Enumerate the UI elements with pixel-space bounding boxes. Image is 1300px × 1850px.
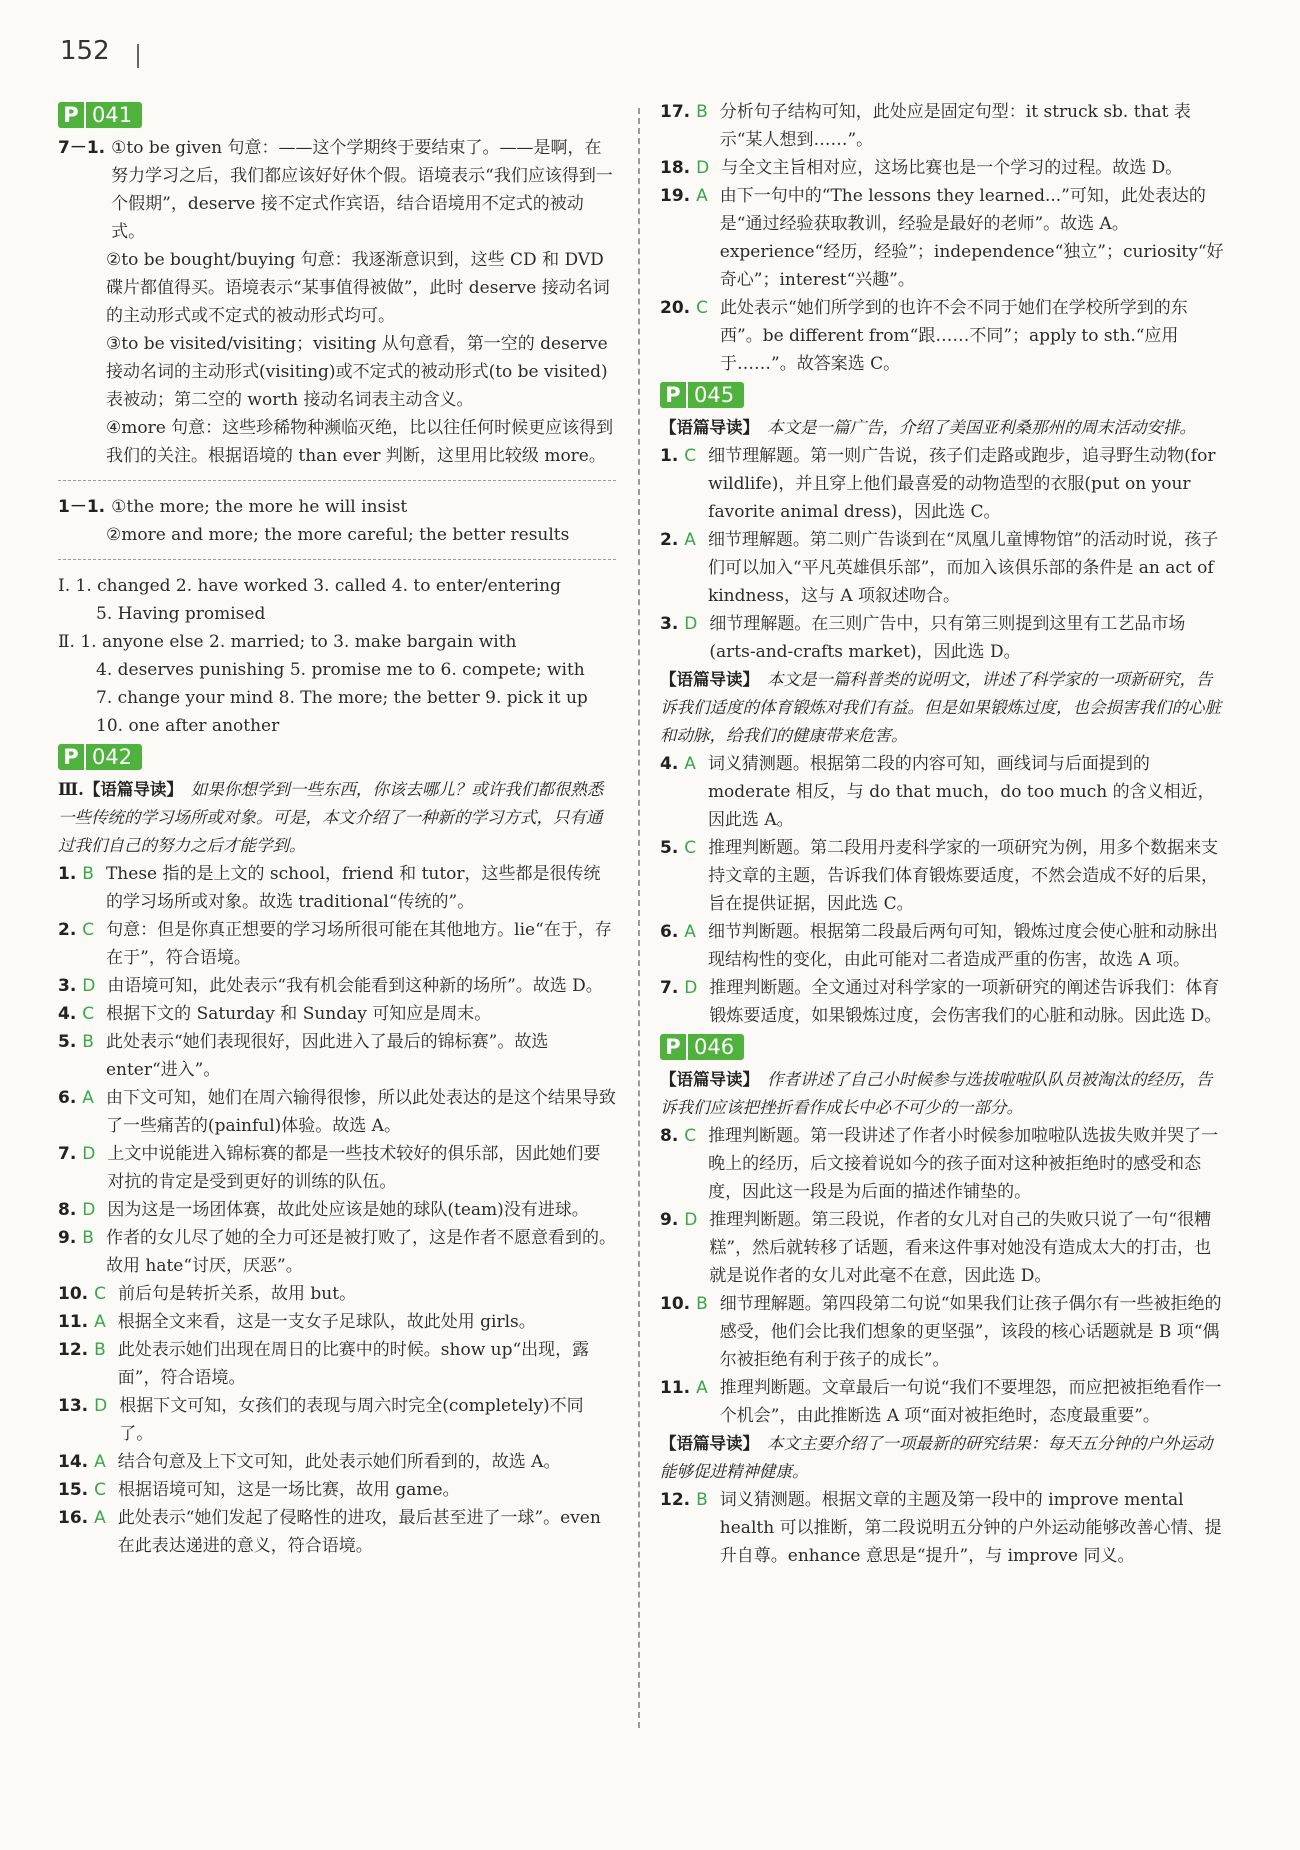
item-text: 细节理解题。在三则广告中，只有第三则提到这里有工艺品市场(arts-and-crafts market)，因此选 D。 xyxy=(709,614,1186,662)
answer-item xyxy=(58,1084,616,1140)
item-number: 7. xyxy=(58,1144,77,1164)
item-number: 6. xyxy=(58,1088,77,1108)
answer-item xyxy=(58,1028,616,1084)
vocab-answers xyxy=(58,572,616,740)
section-p-badge: P xyxy=(58,744,84,770)
item-number: 4. xyxy=(58,1004,77,1024)
vocab-line: 5. Having promised xyxy=(96,604,266,624)
answer-letter: B xyxy=(82,1228,94,1248)
section-header-041 xyxy=(58,102,616,128)
answer-list xyxy=(660,98,1224,378)
answer-letter: B xyxy=(696,1294,708,1314)
answer-letter: D xyxy=(684,614,698,634)
vocab-line: Ⅱ. 1. anyone else 2. married; to 3. make bargain with xyxy=(58,632,517,652)
item-number: 2. xyxy=(660,530,679,550)
section-number: 041 xyxy=(84,102,142,128)
answer-item xyxy=(58,1476,616,1504)
section-header-042 xyxy=(58,744,616,770)
item-number: 16. xyxy=(58,1508,89,1528)
guide-label: Ⅲ.【语篇导读】 xyxy=(58,780,183,799)
item-text: 根据下文可知，女孩们的表现与周六时完全(completely)不同了。 xyxy=(119,1396,584,1444)
item-text: 此处表示“她们发起了侵略性的进攻，最后甚至进了一球”。even 在此表达递进的意义，符合语境。 xyxy=(117,1508,601,1556)
item-text: 词义猜测题。根据第二段的内容可知，画线词与后面提到的 moderate 相反，与 do that much，do too much 的含义相近，因此选 A。 xyxy=(707,754,1215,830)
item-number: 10. xyxy=(58,1284,89,1304)
item-text: 推理判断题。第三段说，作者的女儿对自己的失败只说了一句“很糟糕”，然后就转移了话题，看来这件事对她没有造成太大的打击，也就是说作者的女儿对此毫不在意，因此选 D。 xyxy=(709,1210,1212,1286)
answer-item xyxy=(58,972,616,1000)
item-text: 上文中说能进入锦标赛的都是一些技术较好的俱乐部，因此她们要对抗的肯定是受到更好的训练的队伍。 xyxy=(107,1144,601,1192)
answer-item xyxy=(660,294,1224,378)
item-text: 推理判断题。第一段讲述了作者小时候参加啦啦队选拔失败并哭了一晚上的经历，后文接着说如今的孩子面对这种被拒绝时的感受和态度，因此这一段是为后面的描述作铺垫的。 xyxy=(708,1126,1219,1202)
item-number: 1－1. xyxy=(58,497,106,517)
answer-letter: D xyxy=(94,1396,108,1416)
item-number: 4. xyxy=(660,754,679,774)
answer-letter: D xyxy=(696,158,710,178)
item-text: These 指的是上文的 school，friend 和 tutor，这些都是很传统的学习场所或对象。故选 traditional“传统的”。 xyxy=(105,864,601,912)
section-number: 045 xyxy=(686,382,744,408)
answer-item xyxy=(58,1504,616,1560)
section-p-badge: P xyxy=(58,102,84,128)
answer-item xyxy=(660,1122,1224,1206)
answer-item xyxy=(660,750,1224,834)
item-text: 根据语境可知，这是一场比赛，故用 game。 xyxy=(118,1480,460,1500)
answer-letter: B xyxy=(696,102,708,122)
right-column xyxy=(660,98,1224,1570)
reading-guide xyxy=(660,666,1224,750)
item-number: 13. xyxy=(58,1396,89,1416)
answer-letter: A xyxy=(94,1452,106,1472)
item-number: 8. xyxy=(660,1126,679,1146)
answer-letter: A xyxy=(696,1378,708,1398)
answer-item xyxy=(58,916,616,972)
answer-letter: D xyxy=(82,1200,96,1220)
answer-letter: C xyxy=(82,1004,95,1024)
vocab-line: 4. deserves punishing 5. promise me to 6. compete; with xyxy=(96,660,585,680)
item-text: 句意：但是你真正想要的学习场所很可能在其他地方。lie“在于，存在于”，符合语境。 xyxy=(106,920,612,968)
answer-item xyxy=(58,493,616,521)
answer-item xyxy=(58,1196,616,1224)
answer-letter: A xyxy=(94,1508,106,1528)
answer-letter: A xyxy=(94,1312,106,1332)
section-p-badge: P xyxy=(660,382,686,408)
answer-letter: A xyxy=(684,754,696,774)
section-header-045 xyxy=(660,382,1224,408)
answer-item xyxy=(660,1206,1224,1290)
left-column xyxy=(58,98,616,1560)
answer-list xyxy=(660,442,1224,666)
answer-letter: C xyxy=(94,1480,106,1500)
answer-letter: A xyxy=(82,1088,94,1108)
answer-letter: D xyxy=(82,1144,96,1164)
item-text: 此处表示“她们所学到的也许不会不同于她们在学校所学到的东西”。be different from“跟……不同”；apply to sth.“应用于……”。故答案选 C。 xyxy=(720,298,1188,374)
item-number: 19. xyxy=(660,186,691,206)
item-number: 5. xyxy=(660,838,679,858)
answer-item xyxy=(660,1374,1224,1430)
item-number: 5. xyxy=(58,1032,77,1052)
item-number: 2. xyxy=(58,920,77,940)
answer-item xyxy=(660,442,1224,526)
answer-letter: D xyxy=(82,976,96,996)
item-text: ①to be given 句意：——这个学期终于要结束了。——是啊，在努力学习之后，我们都应该好好休个假。语境表示“我们应该得到一个假期”，deserve 接不定式作宾语，结合语境用不定式的被动式。 xyxy=(111,138,613,242)
column-divider xyxy=(638,108,640,1728)
item-number: 12. xyxy=(660,1490,691,1510)
answer-subitem: ②more and more; the more careful; the better results xyxy=(106,525,570,545)
item-text: 前后句是转折关系，故用 but。 xyxy=(118,1284,357,1304)
item-text: 此处表示她们出现在周日的比赛中的时候。show up“出现，露面”，符合语境。 xyxy=(117,1340,590,1388)
answer-item xyxy=(660,974,1224,1030)
answer-item xyxy=(58,1000,616,1028)
item-text: 此处表示“她们表现很好，因此进入了最后的锦标赛”。故选 enter“进入”。 xyxy=(105,1032,549,1080)
item-number: 3. xyxy=(660,614,679,634)
reading-guide xyxy=(660,414,1224,442)
answer-letter: B xyxy=(82,864,94,884)
answer-list xyxy=(58,860,616,1560)
answer-item xyxy=(660,182,1224,294)
answer-item xyxy=(660,526,1224,610)
answer-item xyxy=(58,1280,616,1308)
item-number: 17. xyxy=(660,102,691,122)
item-number: 1. xyxy=(660,446,679,466)
answer-item xyxy=(660,834,1224,918)
item-text: 作者的女儿尽了她的全力可还是被打败了，这是作者不愿意看到的。故用 hate“讨厌，厌恶”。 xyxy=(105,1228,616,1276)
section-number: 046 xyxy=(686,1034,744,1060)
dashed-separator xyxy=(58,559,616,560)
vocab-line: 7. change your mind 8. The more; the better 9. pick it up xyxy=(96,688,588,708)
item-number: 15. xyxy=(58,1480,89,1500)
reading-guide xyxy=(660,1430,1224,1486)
answer-item xyxy=(58,134,616,246)
reading-guide xyxy=(660,1066,1224,1122)
vocab-line: Ⅰ. 1. changed 2. have worked 3. called 4. to enter/entering xyxy=(58,576,561,596)
item-number: 1. xyxy=(58,864,77,884)
answer-letter: C xyxy=(82,920,95,940)
vocab-line: 10. one after another xyxy=(96,716,280,736)
answer-list xyxy=(660,750,1224,1030)
answer-letter: A xyxy=(684,922,696,942)
answer-item xyxy=(660,1290,1224,1374)
answer-item xyxy=(58,860,616,916)
item-number: 8. xyxy=(58,1200,77,1220)
item-text: 细节理解题。第二则广告谈到在“凤凰儿童博物馆”的活动时说，孩子们可以加入“平凡英雄俱乐部”，而加入该俱乐部的条件是 an act of kindness，这与 A 项叙述吻合。 xyxy=(707,530,1219,606)
answer-item xyxy=(58,1308,616,1336)
item-text: 细节理解题。第四段第二句说“如果我们让孩子偶尔有一些被拒绝的感受，他们会比我们想象的更坚强”，该段的核心话题就是 B 项“偶尔被拒绝有利于孩子的成长”。 xyxy=(719,1294,1222,1370)
item-text: 根据全文来看，这是一支女子足球队，故此处用 girls。 xyxy=(117,1312,536,1332)
item-text: 由语境可知，此处表示“我有机会能看到这种新的场所”。故选 D。 xyxy=(107,976,603,996)
page-number-divider xyxy=(137,44,139,68)
answer-letter: B xyxy=(696,1490,708,1510)
answer-subitem: ④more 句意：这些珍稀物种濒临灭绝，比以往任何时候更应该得到我们的关注。根据语境的 than ever 判断，这里用比较级 more。 xyxy=(106,418,614,466)
answer-letter: C xyxy=(94,1284,106,1304)
guide-label: 【语篇导读】 xyxy=(660,1434,759,1453)
section-number: 042 xyxy=(84,744,142,770)
item-text: 由下一句中的“The lessons they learned...”可知，此处表达的是“通过经验获取教训，经验是最好的老师”。故选 A。experience“经历，经验”；independence“独立”；curiosity“好奇心”；interest“兴趣”。 xyxy=(719,186,1224,290)
answer-letter: C xyxy=(684,446,697,466)
answer-letter: C xyxy=(696,298,708,318)
guide-label: 【语篇导读】 xyxy=(660,670,759,689)
guide-text: 如果你想学到一些东西，你该去哪儿？或许我们都很熟悉一些传统的学习场所或对象。可是，本文介绍了一种新的学习方式，只有通过我们自己的努力之后才能学到。 xyxy=(58,780,604,855)
answer-item xyxy=(660,154,1224,182)
item-number: 20. xyxy=(660,298,691,318)
item-number: 10. xyxy=(660,1294,691,1314)
reading-guide xyxy=(58,776,616,860)
item-text: 推理判断题。文章最后一句说“我们不要埋怨，而应把被拒绝看作一个机会”，由此推断选 A 项“面对被拒绝时，态度最重要”。 xyxy=(719,1378,1222,1426)
answer-letter: C xyxy=(684,1126,697,1146)
item-text: 因为这是一场团体赛，故此处应该是她的球队(team)没有进球。 xyxy=(107,1200,589,1220)
section-p-badge: P xyxy=(660,1034,686,1060)
item-number: 7－1. xyxy=(58,138,106,158)
item-text: 由下文可知，她们在周六输得很惨，所以此处表达的是这个结果导致了一些痛苦的(painful)体验。故选 A。 xyxy=(105,1088,616,1136)
item-text: 词义猜测题。根据文章的主题及第一段中的 improve mental health 可以推断，第二段说明五分钟的户外运动能够改善心情、提升自尊。enhance 意思是“提升”，与 improve 同义。 xyxy=(719,1490,1222,1566)
item-text: ①the more; the more he will insist xyxy=(111,497,408,517)
item-text: 推理判断题。第二段用丹麦科学家的一项研究为例，用多个数据来支持文章的主题，告诉我们体育锻炼要适度，不然会造成不好的后果，旨在提供证据，因此选 C。 xyxy=(708,838,1219,914)
answer-subitem: ③to be visited/visiting；visiting 从句意看，第一空的 deserve 接动名词的主动形式(visiting)或不定式的被动形式(to be visited)表被动；第二空的 worth 接动名词表主动含义。 xyxy=(106,334,608,410)
answer-item xyxy=(58,1224,616,1280)
answer-item xyxy=(58,1140,616,1196)
item-number: 6. xyxy=(660,922,679,942)
answer-letter: C xyxy=(684,838,697,858)
item-text: 与全文主旨相对应，这场比赛也是一个学习的过程。故选 D。 xyxy=(721,158,1183,178)
answer-item xyxy=(58,1392,616,1448)
item-number: 18. xyxy=(660,158,691,178)
guide-text: 本文是一篇广告，介绍了美国亚利桑那州的周末活动安排。 xyxy=(767,418,1196,437)
guide-text: 本文主要介绍了一项最新的研究结果：每天五分钟的户外运动能够促进精神健康。 xyxy=(660,1434,1213,1481)
answer-item xyxy=(660,610,1224,666)
answer-letter: B xyxy=(94,1340,106,1360)
guide-text: 本文是一篇科普类的说明文，讲述了科学家的一项新研究，告诉我们适度的体育锻炼对我们有益。但是如果锻炼过度，也会损害我们的心脏和动脉，给我们的健康带来危害。 xyxy=(660,670,1221,745)
answer-item xyxy=(660,1486,1224,1570)
item-text: 根据下文的 Saturday 和 Sunday 可知应是周末。 xyxy=(106,1004,492,1024)
item-text: 细节理解题。第一则广告说，孩子们走路或跑步，追寻野生动物(for wildlife)，并且穿上他们最喜爱的动物造型的衣服(put on your favorite animal dress)，因此选 C。 xyxy=(708,446,1216,522)
answer-item xyxy=(58,1448,616,1476)
item-text: 分析句子结构可知，此处应是固定句型：it struck sb. that 表示“某人想到……”。 xyxy=(719,102,1191,150)
item-text: 细节判断题。根据第二段最后两句可知，锻炼过度会使心脏和动脉出现结构性的变化，由此可能对二者造成严重的伤害，故选 A 项。 xyxy=(707,922,1218,970)
answer-letter: A xyxy=(696,186,708,206)
item-text: 结合句意及上下文可知，此处表示她们所看到的，故选 A。 xyxy=(117,1452,561,1472)
section-header-046 xyxy=(660,1034,1224,1060)
item-number: 11. xyxy=(660,1378,691,1398)
answer-letter: D xyxy=(684,1210,698,1230)
answer-item xyxy=(660,98,1224,154)
answer-letter: D xyxy=(684,978,698,998)
answer-list xyxy=(660,1122,1224,1430)
dashed-separator xyxy=(58,480,616,481)
guide-label: 【语篇导读】 xyxy=(660,1070,759,1089)
answer-letter: A xyxy=(684,530,696,550)
item-number: 7. xyxy=(660,978,679,998)
item-number: 11. xyxy=(58,1312,89,1332)
item-number: 12. xyxy=(58,1340,89,1360)
answer-subitem: ②to be bought/buying 句意：我逐渐意识到，这些 CD 和 DVD 碟片都值得买。语境表示“某事值得被做”，此时 deserve 接动名词的主动形式或不定式的被动形式均可。 xyxy=(106,250,610,326)
guide-text: 作者讲述了自己小时候参与选拔啦啦队队员被淘汰的经历，告诉我们应该把挫折看作成长中必不可少的一部分。 xyxy=(660,1070,1213,1117)
answer-item xyxy=(58,1336,616,1392)
item-number: 9. xyxy=(58,1228,77,1248)
item-number: 14. xyxy=(58,1452,89,1472)
answer-letter: B xyxy=(82,1032,94,1052)
answer-list xyxy=(660,1486,1224,1570)
item-number: 9. xyxy=(660,1210,679,1230)
guide-label: 【语篇导读】 xyxy=(660,418,759,437)
item-number: 3. xyxy=(58,976,77,996)
page-number: 152 xyxy=(60,36,110,66)
item-text: 推理判断题。全文通过对科学家的一项新研究的阐述告诉我们：体育锻炼要适度，如果锻炼过度，会伤害我们的心脏和动脉。因此选 D。 xyxy=(709,978,1222,1026)
answer-item xyxy=(660,918,1224,974)
